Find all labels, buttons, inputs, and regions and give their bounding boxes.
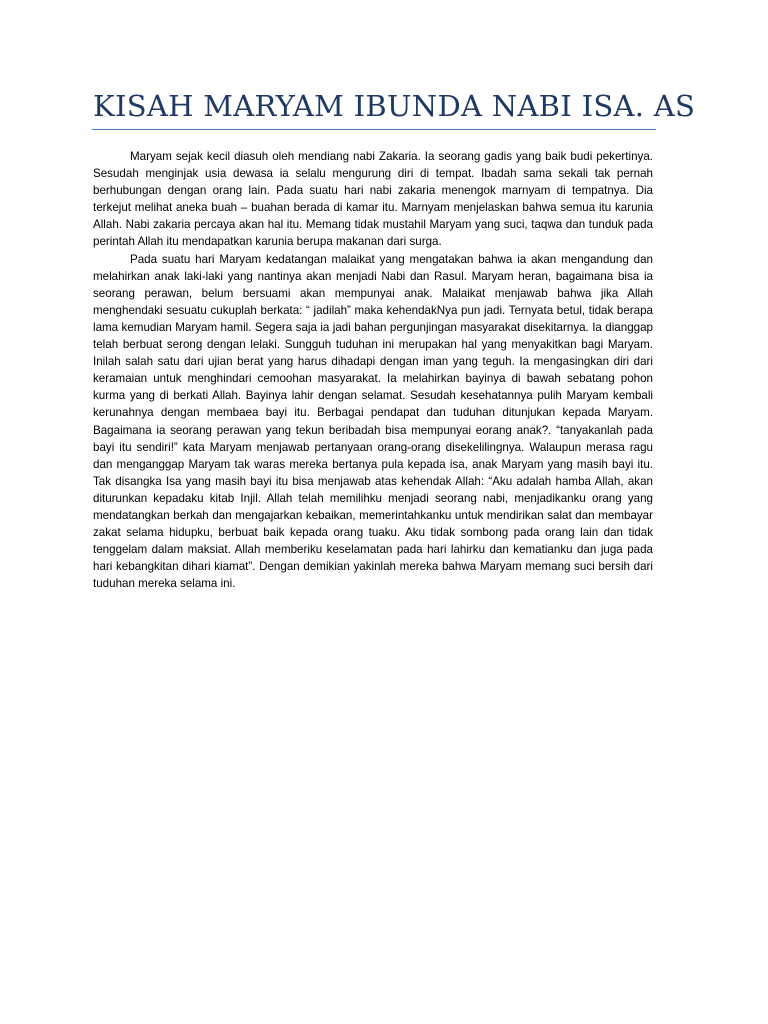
document-body xyxy=(93,148,653,592)
title-underline-rule xyxy=(92,129,656,130)
document-title: KISAH MARYAM IBUNDA NABI ISA. AS xyxy=(93,89,696,123)
paragraph-1: Maryam sejak kecil diasuh oleh mendiang nabi Zakaria. Ia seorang gadis yang baik budi pekertinya. Sesudah menginjak usia dewasa ia selalu mengurung diri di tempat. Ibadah sama sekali tak pernah berhubungan dengan orang lain. Pada suatu hari nabi zakaria menengok marnyam di tempatnya. Dia terkejut melihat aneka buah – buahan berada di kamar itu. Marnyam menjelaskan bahwa semua itu karunia Allah. Nabi zakaria percaya akan hal itu. Memang tidak mustahil Maryam yang suci, taqwa dan tunduk pada perintah Allah itu mendapatkan karunia berupa makanan dari surga. xyxy=(93,150,653,249)
paragraph-2: Pada suatu hari Maryam kedatangan malaikat yang mengatakan bahwa ia akan mengandung dan melahirkan anak laki-laki yang nantinya akan menjadi Nabi dan Rasul. Maryam heran, bagaimana bisa ia seorang perawan, belum bersuami akan mempunyai anak. Malaikat menjawab bahwa jika Allah menghendaki sesuatu cukuplah berkata: “ jadilah” maka kehendakNya pun jadi. Ternyata betul, tidak berapa lama kemudian Maryam hamil. Segera saja ia jadi bahan pergunjingan masyarakat disekitarnya. Ia dianggap telah berbuat serong dengan lelaki. Sungguh tuduhan ini merupakan hal yang menyakitkan bagi Maryam. Inilah salah satu dari ujian berat yang harus dihadapi dengan iman yang teguh. Ia mengasingkan diri dari keramaian untuk menghindari cemoohan masyarakat. Ia melahirkan bayinya di bawah sebatang pohon kurma yang di berkati Allah. Bayinya lahir dengan selamat. Sesudah kesehatannya pulih Maryam kembali kerunahnya dengan membaea bayi itu. Berbagai pendapat dan tuduhan ditunjukan kepada Maryam. Bagaimana ia seorang perawan yang tekun beribadah bisa mempunyai eorang anak?. “tanyakanlah pada bayi itu sendiri!” kata Maryam menjawab pertanyaan orang-orang disekelilingnya. Walaupun merasa ragu dan menganggap Maryam tak waras mereka bertanya pula kepada isa, anak Maryam yang masih bayi itu. Tak disangka Isa yang masih bayi itu bisa menjawab atas kehendak Allah: “Aku adalah hamba Allah, akan diturunkan kepadaku kitab Injil. Allah telah memilihku menjadi seorang nabi, menjadikanku orang yang mendatangkan berkah dan mengajarkan kebaikan, memerintahkanku untuk mendirikan salat dan membayar zakat selama hidupku, berbuat baik kepada orang tuaku. Aku tidak sombong pada orang lain dan tidak tenggelam dalam maksiat. Allah memberiku keselamatan pada hari lahirku dan kematianku dan juga pada hari kebangkitan dihari kiamat”. Dengan demikian yakinlah mereka bahwa Maryam memang suci bersih dari tuduhan mereka selama ini. xyxy=(93,252,653,591)
